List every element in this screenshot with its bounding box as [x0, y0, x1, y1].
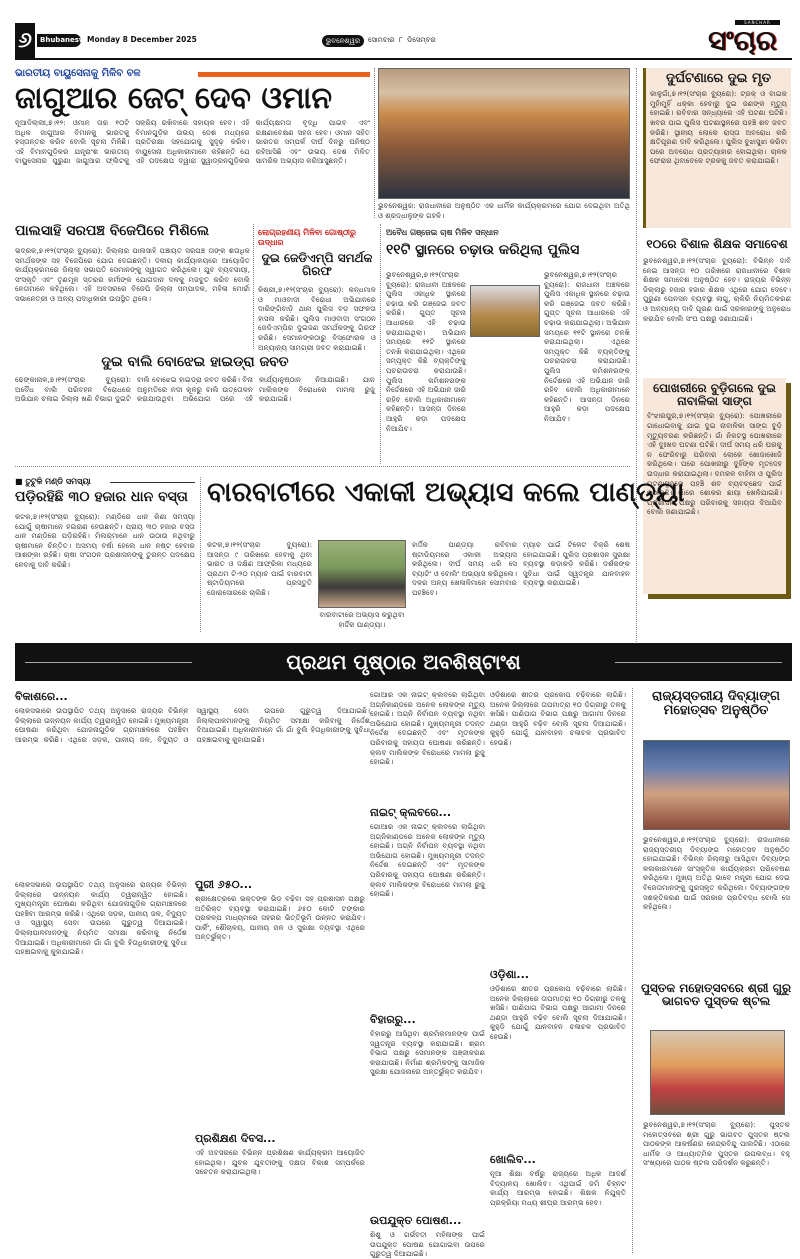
date-odia [368, 36, 436, 45]
divyang-headline: ରାଜ୍ୟସ୍ତରୀୟ ଦିବ୍ୟାଙ୍ଗ ମହୋତ୍ସବ ଅନୁଷ୍ଠିତ [652, 689, 780, 719]
pandya-photo [318, 540, 406, 608]
date-english: Monday 8 December 2025 [87, 35, 197, 44]
pandya-headline: ବାରବାଟୀରେ ଏକାକୀ ଅଭ୍ୟାସ କଲେ ପାଣ୍ଡ୍ୟା [207, 477, 685, 508]
date-num-odia: ୮ [399, 36, 403, 44]
month-odia: ଡିସେମ୍ବର [407, 36, 436, 44]
cont-body-training: ଏହି ଅବସରରେ ବିଭିନ୍ନ ପ୍ରଶିକ୍ଷଣ କାର୍ଯ୍ୟକ୍ରମ ଆୟୋଜିତ ହୋଇଥିଲା। ଯୁବକ ଯୁବତୀଙ୍କୁ ଦକ୍ଷତା ବିକାଶ ସମ୍ପର୍କରେ ସଚେତନ କରାଯାଇଥିଲା। [195, 1148, 365, 1177]
sub-puri: ପୁରୀ ୬୫୦... [195, 878, 253, 891]
cont-body-bihar: ବିହାରରୁ ଆସିଥିବା ଶ୍ରମିକମାନଙ୍କ ପାଇଁ ସ୍ୱତନ୍ତ୍ର ବ୍ୟବସ୍ଥା କରାଯାଇଛି। ଶ୍ରମ ବିଭାଗ ପକ୍ଷରୁ ସେମାନଙ୍କ ପଞ୍ଜୀକରଣ କରାଯାଉଛି। ନିର୍ମାଣ ଶ୍ରମିକଙ୍କୁ ସାମାଜିକ ସୁରକ୍ଷା ଯୋଜନାରେ ଅନ୍ତର୍ଭୁକ୍ତ କରାଯିବ। [370, 1029, 485, 1077]
sub-kholiba: ଖୋଲିବ... [490, 1153, 536, 1166]
paddy-kicker-text: ତୁଟୁଳି ମଣ୍ଡି ସମସ୍ୟା [25, 477, 91, 486]
palasahi-body: ଭଦ୍ରକ,୭।୧୨(ସଂଚାର ବ୍ୟୁରୋ): ଜିଲ୍ଲାର ପାଲସାହି ପଞ୍ଚାୟତ ସରପଞ୍ଚ ତାଙ୍କ ଶତାଧିକ ସମର୍ଥକଙ୍କ ସହ ବିଜେପିରେ ଯୋଗ ଦେଇଛନ୍ତି। ଦଳୀୟ କାର୍ଯ୍ୟାଳୟରେ ଆୟୋଜିତ କାର୍ଯ୍ୟକ୍ରମରେ ଜିଲ୍ଲା ସଭାପତି ସେମାନଙ୍କୁ ସ୍ୱାଗତ କରିଥିଲେ। ଯୁବ ବ୍ୟବସାୟୀ, ସଂସ୍କୃତି ଏବଂ ତୃଣମୂଳ ସ୍ତରର କର୍ମୀଙ୍କ ଯୋଗଦାନ ଦଳକୁ ମଜବୁତ କରିବ ବୋଲି ନେତାମାନେ କହିଥିଲେ। ଏହି ଅବସରରେ ବିଜେପି ଜିଲ୍ଲା ସମ୍ପାଦକ, ମହିଳା ମୋର୍ଚ୍ଚା ସଭାନେତ୍ରୀ ଓ ଅନ୍ୟ ପଦାଧିକାରୀ ଉପସ୍ଥିତ ଥିଲେ। [15, 246, 250, 303]
sub-nutrition: ଉପଯୁକ୍ତ ପୋଷଣ... [370, 1214, 462, 1227]
raid-kicker: ଅବୈଧ ଗଞ୍ଜେଇ ଚାଷ ମିଳିବ ସନ୍ଧାନ [386, 228, 499, 237]
teacher-rally-headline: ୧୦ରେ ବିଶାଳ ଶିକ୍ଷକ ସମାବେଶ [646, 237, 788, 251]
drowning-body: ବିଂଝାରପୁର,୭।୧୨(ସଂଚାର ବ୍ୟୁରୋ): ପୋଖରୀରେ ଗାଧୋଇବାକୁ ଯାଇ ଦୁଇ ନାବାଳିକା ସାଙ୍ଗ ବୁଡ଼ି ମୃତ୍ୟୁବରଣ କରିଛନ୍ତି। ଗାଁ ନିକଟସ୍ଥ ପୋଖରୀରେ ଏହି ଦୁଃଖଦ ଘଟଣା ଘଟିଛି। ଦୀର୍ଘ ସମୟ ଧରି ଘରକୁ ନ ଫେରିବାରୁ ପରିବାର ଲୋକେ ଖୋଜାଖୋଜି କରିଥିଲେ। ପରେ ପୋଖରୀରୁ ଦୁହିଁଙ୍କ ମୃତଦେହ ଉଦ୍ଧାର କରାଯାଇଥିଲା। ଦମକଳ ବାହିନୀ ଓ ପୁଲିସ ଘଟଣାସ୍ଥଳରେ ପହଞ୍ଚି ଶବ ବ୍ୟବଚ୍ଛେଦ ପାଇଁ ପଠାଇଛି। ଗାଁରେ ଶୋକର ଛାୟା ଖେଳିଯାଇଛି। ପ୍ରଶାସନ ପକ୍ଷରୁ ପରିବାରକୁ ସହାୟତା ଦିଆଯିବ ବୋଲି ଜଣାଯାଇଛି। [647, 411, 782, 517]
cont-body-nightclub: ଗୋଆର ଏକ ନାଇଟ୍ କ୍ଲବରେ ଲାଗିଥିବା ଅଗ୍ନିକାଣ୍ଡରେ ଅନେକ ଲୋକଙ୍କ ମୃତ୍ୟୁ ହୋଇଛି। ଅଗ୍ନି ନିର୍ବାପନ ବ୍ୟବସ୍ଥା ନଥିବା ଅଭିଯୋଗ ହୋଇଛି। ମୁଖ୍ୟମନ୍ତ୍ରୀ ତଦନ୍ତ ନିର୍ଦ୍ଦେଶ ଦେଇଛନ୍ତି ଏବଂ ମୃତକଙ୍କ ପରିବାରକୁ ସହାୟତା ଘୋଷଣା କରିଛନ୍ତି। କ୍ଲବ ମାଲିକଙ୍କ ବିରୋଧରେ ମାମଲା ରୁଜୁ ହୋଇଛି। [370, 822, 485, 899]
lead-headline: ଜାଗୁଆର ଜେଟ୍ ଦେବ ଓମାନ [15, 81, 333, 116]
sub-training: ପ୍ରଶିକ୍ଷଣ ଦିବସ... [195, 1132, 276, 1145]
book-fair-headline: ପୁସ୍ତକ ମହୋତ୍ସବରେ ଶ୍ରୀ ଗୁରୁ ଭାଗବତ ପୁସ୍ତକ ଷ୍ଟଲ [640, 981, 792, 1009]
city-odia-pill: ଭୁବନେଶ୍ୱର [322, 35, 364, 47]
divyang-photo [643, 740, 790, 830]
accident-box [643, 68, 791, 228]
cont-body-bikashare: ଲୋକସଭାରେ ଉପସ୍ଥାପିତ ତଥ୍ୟ ଅନୁସାରେ ରାଜ୍ୟର ବିଭିନ୍ନ ଜିଲ୍ଲାରେ ଉନ୍ନୟନ କାର୍ଯ୍ୟ ତ୍ୱରାନ୍ୱିତ ହୋଇଛି। ମୁଖ୍ୟମନ୍ତ୍ରୀ ଘୋଷଣା କରିଥିବା ଯୋଜନାଗୁଡ଼ିକ ଗ୍ରାମାଞ୍ଚଳରେ ପହଞ୍ଚିବା ଆରମ୍ଭ କରିଛି। ଏଥିରେ ସଡ଼କ, ପାନୀୟ ଜଳ, ବିଦ୍ୟୁତ ଓ ସ୍ୱାସ୍ଥ୍ୟ ସେବା ଉପରେ ଗୁରୁତ୍ୱ ଦିଆଯାଇଛି। ଜିଲ୍ଲାପାଳମାନଙ୍କୁ ନିୟମିତ ସମୀକ୍ଷା କରିବାକୁ ନିର୍ଦ୍ଦେଶ ଦିଆଯାଇଛି। ଅଧିକାରୀମାନେ ଗାଁ ଗାଁ ବୁଲି ହିତାଧିକାରୀଙ୍କୁ ସୁବିଧା ପହଞ୍ଚାଇବାକୁ କୁହାଯାଇଛି। [15, 706, 370, 744]
accident-body: କାଳୁଗାଁ,୭।୧୨(ସଂଚାର ବ୍ୟୁରୋ): ଟ୍ରକ୍ ଓ ବାଇକ ମୁହାଁମୁହିଁ ଧକ୍କା ହେବାରୁ ଦୁଇ ଜଣଙ୍କ ମୃତ୍ୟୁ ହୋଇଛି। ରବିବାର ସନ୍ଧ୍ୟାରେ ଏହି ଘଟଣା ଘଟିଛି। ଖବର ପାଇ ପୁଲିସ ଘଟଣାସ୍ଥଳରେ ପହଞ୍ଚି ଶବ ଜବତ କରିଛି। ସ୍ଥାନୀୟ ଲୋକେ ରାସ୍ତା ଅବରୋଧ କରି କ୍ଷତିପୂରଣ ଦାବି କରିଥିଲେ। ପୁଲିସ ବୁଝାସୁଝା କରିବା ପରେ ଅବରୋଧ ପ୍ରତ୍ୟାହାର ହୋଇଥିଲା। ଚାଳକ ଫେରାର ଥିବାବେଳେ ଟ୍ରକକୁ ଜବତ କରାଯାଇଛି। [650, 89, 787, 166]
sub-odisha: ଓଡ଼ିଶା... [490, 968, 529, 981]
newspaper-logo: SANCHAR ସଂଚାର [690, 20, 795, 58]
jdmp-body: କିଶ୍ରୀ,୭।୧୨(ସଂଚାର ବ୍ୟୁରୋ): କନ୍ଧମାଳ ଓ ମାଓବାଦୀ ବିରୋଧୀ ଅଭିଯାନରେ ଦାରିଙ୍ଗିବାଡ଼ି ଥାନା ପୁଲିସ ବଡ଼ ସଫଳତା ହାସଲ କରିଛି। ପୁଲିସ ମାଓବାଦୀ ସଂଗଠନ ଜେଡିଏମ୍‌ପିର ଦୁଇଜଣ ସମର୍ଥକଙ୍କୁ ଗିରଫ କରିଛି। ସେମାନଙ୍କଠାରୁ ବିସ୍ଫୋରକ ଓ ଅନ୍ୟାନ୍ୟ ସାମଗ୍ରୀ ଜବତ କରାଯାଇଛି। [258, 285, 376, 352]
sub-bihar: ବିହାରରୁ... [370, 1013, 416, 1026]
jdmp-headline: ଦୁଇ ଜେଡିଏମ୍‌ପି ସମର୍ଥକ ଗିରଫ [261, 251, 373, 279]
lead-kicker: ଭାରତୀୟ ବାୟୁସେନାକୁ ମିଳିବ ବଳ [15, 68, 141, 79]
cont-body-col3-top: ଗୋଆର ଏକ ନାଇଟ୍ କ୍ଲବରେ ଲାଗିଥିବା ଅଗ୍ନିକାଣ୍ଡରେ ଅନେକ ଲୋକଙ୍କ ମୃତ୍ୟୁ ହୋଇଛି। ଅଗ୍ନି ନିର୍ବାପନ ବ୍ୟବସ୍ଥା ନଥିବା ଅଭିଯୋଗ ହୋଇଛି। ମୁଖ୍ୟମନ୍ତ୍ରୀ ତଦନ୍ତ ନିର୍ଦ୍ଦେଶ ଦେଇଛନ୍ତି ଏବଂ ମୃତକଙ୍କ ପରିବାରକୁ ସହାୟତା ଘୋଷଣା କରିଛନ୍ତି। କ୍ଲବ ମାଲିକଙ୍କ ବିରୋଧରେ ମାମଲା ରୁଜୁ ହୋଇଛି। [370, 690, 485, 767]
paddy-kicker: ■ ତୁଟୁଳି ମଣ୍ଡି ସମସ୍ୟା [15, 477, 91, 486]
jdmp-kicker: ଲୋଗ୍ରହଣୀୟ ମିଳିବା ଗୋଷ୍ଠୀରୁ ଉଦ୍ଧାର [258, 228, 357, 247]
continued-banner [15, 643, 792, 681]
cont-body-kholiba: ନୂଆ ଶିକ୍ଷା ବର୍ଷରୁ ରାଜ୍ୟରେ ଅଧିକ ଆଦର୍ଶ ବିଦ୍ୟାଳୟ ଖୋଲିବ। ଏଥିପାଇଁ ଜମି ଚିହ୍ନଟ କାର୍ଯ୍ୟ ଆରମ୍ଭ ହୋଇଛି। ଶିକ୍ଷକ ନିଯୁକ୍ତି ପ୍ରକ୍ରିୟା ମଧ୍ୟ ଶୀଘ୍ର ଆରମ୍ଭ ହେବ। [490, 1169, 626, 1207]
sub-nightclub: ନାଇଟ୍ କ୍ଲବରେ... [370, 806, 452, 819]
lead-photo-caption: ଭୁବନେଶ୍ୱର: ରାଜଧାନୀରେ ଅନୁଷ୍ଠିତ ଏକ ଧାର୍ମିକ କାର୍ଯ୍ୟକ୍ରମରେ ଯୋଗ ଦେଇଥିବା ଅତିଥି ଓ ଶ୍ରଦ୍ଧାଳୁଙ୍କ ଗହଳି। [378, 201, 630, 220]
cont-body-nutrition: ଶିଶୁ ଓ ଗର୍ଭବତୀ ମହିଳାଙ୍କ ପାଇଁ ଉପଯୁକ୍ତ ପୋଷଣ ଯୋଗାଇବା ଉପରେ ଗୁରୁତ୍ୱ ଦିଆଯାଇଛି। [370, 1230, 485, 1259]
cont-body-puri: ଶ୍ରୀକ୍ଷେତ୍ରରେ ଭକ୍ତଙ୍କ ଭିଡ଼ ବଢ଼ିବା ସହ ପ୍ରଶାସନ ପକ୍ଷରୁ ଅତିରିକ୍ତ ବ୍ୟବସ୍ଥା କରାଯାଇଛି। ୬୫୦ କୋଟି ଟଙ୍କାର ପ୍ରକଳ୍ପ ମାଧ୍ୟମରେ ସହରର ଭିତ୍ତିଭୂମି ଉନ୍ନତ କରାଯିବ। ପାର୍କିଂ, ଶୌଚାଳୟ, ପାନୀୟ ଜଳ ଓ ସୁରକ୍ଷା ବ୍ୟବସ୍ଥା ଏଥିରେ ଅନ୍ତର୍ଭୁକ୍ତ। [195, 894, 365, 942]
page-number: ୬ [15, 23, 35, 59]
drowning-headline: ପୋଖରୀରେ ବୁଡ଼ିଗଲେ ଦୁଇ ନାବାଳିକା ସାଙ୍ଗ [653, 381, 776, 409]
cont-body-left-lower: ଲୋକସଭାରେ ଉପସ୍ଥାପିତ ତଥ୍ୟ ଅନୁସାରେ ରାଜ୍ୟର ବିଭିନ୍ନ ଜିଲ୍ଲାରେ ଉନ୍ନୟନ କାର୍ଯ୍ୟ ତ୍ୱରାନ୍ୱିତ ହୋଇଛି। ମୁଖ୍ୟମନ୍ତ୍ରୀ ଘୋଷଣା କରିଥିବା ଯୋଜନାଗୁଡ଼ିକ ଗ୍ରାମାଞ୍ଚଳରେ ପହଞ୍ଚିବା ଆରମ୍ଭ କରିଛି। ଏଥିରେ ସଡ଼କ, ପାନୀୟ ଜଳ, ବିଦ୍ୟୁତ ଓ ସ୍ୱାସ୍ଥ୍ୟ ସେବା ଉପରେ ଗୁରୁତ୍ୱ ଦିଆଯାଇଛି। ଜିଲ୍ଲାପାଳମାନଙ୍କୁ ନିୟମିତ ସମୀକ୍ଷା କରିବାକୁ ନିର୍ଦ୍ଦେଶ ଦିଆଯାଇଛି। ଅଧିକାରୀମାନେ ଗାଁ ଗାଁ ବୁଲି ହିତାଧିକାରୀଙ୍କୁ ସୁବିଧା ପହଞ୍ଚାଇବାକୁ କୁହାଯାଇଛି। [15, 880, 187, 957]
raid-body-left: ଭୁବନେଶ୍ୱର,୭।୧୨(ସଂଚାର ବ୍ୟୁରୋ): ରାଜଧାନୀ ଅଞ୍ଚଳରେ ପୁଲିସ ଏକାଧିକ ସ୍ଥାନରେ ଚଢ଼ାଉ କରି ଗଞ୍ଜେଇ ଜବତ କରିଛି। ଗୁପ୍ତ ସୂଚନା ଆଧାରରେ ଏହି ଚଢ଼ାଉ କରାଯାଇଥିଲା। ଅଭିଯାନ ସମୟରେ ୧୧ଟି ସ୍ଥାନରେ ତନଖି କରାଯାଇଥିଲା। ଏଥିରେ ସମ୍ପୃକ୍ତ କିଛି ବ୍ୟକ୍ତିଙ୍କୁ ପଚରାଉଚରା କରାଯାଉଛି। ପୁଲିସ କମିଶନରଙ୍କ ନିର୍ଦ୍ଦେଶରେ ଏହି ଅଭିଯାନ ଜାରି ରହିବ ବୋଲି ଅଧିକାରୀମାନେ କହିଛନ୍ତି। ଆସନ୍ତା ଦିନରେ ଆହୁରି କଡ଼ା ପଦକ୍ଷେପ ନିଆଯିବ। [386, 270, 466, 433]
pandya-body-1: କଟକ,୭।୧୨(ସଂଚାର ବ୍ୟୁରୋ): ଆସନ୍ତା ୯ ତାରିଖରେ ହେବାକୁ ଥିବା ଭାରତ ଓ ଦକ୍ଷିଣ ଆଫ୍ରିକା ମଧ୍ୟରେ ପ୍ରଥମ ଟି-୨୦ ମ୍ୟାଚ ପାଇଁ ବାରବାଟୀ ଷ୍ଟାଡିୟମରେ ପ୍ରସ୍ତୁତି ଜୋରସୋରରେ ଚାଲିଛି। [207, 540, 312, 597]
pandya-body-3: ମ୍ୟାଚ ପାଇଁ ଟିକେଟ ବିକ୍ରି ଶେଷ ହୋଇଯାଇଛି। ପୁଲିସ ପ୍ରଶାସନ ସୁରକ୍ଷା ବ୍ୟବସ୍ଥା କଡ଼ାକଡ଼ି କରିଛି। ଦର୍ଶକଙ୍କ ସୁବିଧା ପାଇଁ ସ୍ୱତନ୍ତ୍ର ଯାନବାହନ ବ୍ୟବସ୍ଥା କରାଯାଇଛି। [523, 540, 630, 588]
teacher-rally-body: ଭୁବନେଶ୍ୱର,୭।୧୨(ସଂଚାର ବ୍ୟୁରୋ): ବିଭିନ୍ନ ଦାବି ନେଇ ଆସନ୍ତା ୧୦ ତାରିଖରେ ରାଜଧାନୀରେ ବିଶାଳ ଶିକ୍ଷକ ସମାବେଶ ଅନୁଷ୍ଠିତ ହେବ। ରାଜ୍ୟର ବିଭିନ୍ନ ଜିଲ୍ଲାରୁ ହଜାର ହଜାର ଶିକ୍ଷକ ଏଥିରେ ଯୋଗ ଦେବେ। ପୁରୁଣା ପେନସନ ବ୍ୟବସ୍ଥା ଲାଗୁ, ଚାକିରି ନିୟମିତକରଣ ଓ ଅନ୍ୟାନ୍ୟ ଦାବି ପୂରଣ ପାଇଁ ସରକାରଙ୍କୁ ଅନୁରୋଧ କରାଯିବ ବୋଲି ସଂଘ ପକ୍ଷରୁ ଜଣାଯାଇଛି। [643, 256, 791, 323]
pandya-photo-caption: ବାରବାଟୀରେ ଅଭ୍ୟାସ କରୁଥିବା ହାର୍ଦ୍ଦିକ ପାଣ୍ଡ୍ୟା। [319, 610, 405, 629]
hydra-body: ଢେଙ୍କାନାଳ,୭।୧୨(ସଂଚାର ବ୍ୟୁରୋ): ଅବୈଧ ବାଲି ପରିବହନ ବିରୋଧରେ ଅଭିଯାନ ଚଳାଇ ଜିଲ୍ଲା ଖଣି ବିଭାଗ ଦୁଇଟି ବାଲି ବୋଝେଇ ହାଇଡ୍ରା ଜବତ କରିଛି। ବିନା ଅନୁମତିରେ ନଦୀ କୂଳରୁ ବାଲି ଉତ୍ତୋଳନ କରାଯାଉଥିବା ଅଭିଯୋଗ ପରେ ଏହି କାର୍ଯ୍ୟାନୁଷ୍ଠାନ ନିଆଯାଇଛି। ଯାନ ମାଲିକଙ୍କ ବିରୋଧରେ ମାମଲା ରୁଜୁ କରାଯାଇଛି। [15, 375, 375, 404]
paddy-body: କଟକ,୭।୧୨(ସଂଚାର ବ୍ୟୁରୋ): ମଣ୍ଡିରେ ଧାନ କିଣା ସମସ୍ୟା ଯୋଗୁଁ ଚାଷୀମାନେ ହଇରାଣ ହେଉଛନ୍ତି। ପ୍ରାୟ ୩୦ ହଜାର ବସ୍ତା ଧାନ ମଣ୍ଡିରେ ପଡ଼ିରହିଛି। ମିଲର୍‌ମାନେ ଧାନ ଉଠାଉ ନଥିବାରୁ ଚାଷୀମାନେ ଚିନ୍ତିତ। ଅସମୟ ବର୍ଷା ହେଲେ ଧାନ ନଷ୍ଟ ହେବାର ଆଶଙ୍କା ରହିଛି। ଚାଷୀ ସଂଗଠନ ପ୍ରଶାସନଙ୍କୁ ତୁରନ୍ତ ପଦକ୍ଷେପ ନେବାକୁ ଦାବି କରିଛି। [15, 512, 195, 569]
divyang-body: ଭୁବନେଶ୍ୱର,୭।୧୨(ସଂଚାର ବ୍ୟୁରୋ): ରାଜଧାନୀରେ ରାଜ୍ୟସ୍ତରୀୟ ଦିବ୍ୟାଙ୍ଗ ମହୋତ୍ସବ ଅନୁଷ୍ଠିତ ହୋଇଯାଇଛି। ବିଭିନ୍ନ ଜିଲ୍ଲାରୁ ଆସିଥିବା ଦିବ୍ୟାଙ୍ଗ କଳାକାରମାନେ ସାଂସ୍କୃତିକ କାର୍ଯ୍ୟକ୍ରମ ପରିବେଷଣ କରିଥିଲେ। ମୁଖ୍ୟ ଅତିଥି ଭାବେ ମନ୍ତ୍ରୀ ଯୋଗ ଦେଇ ବିଜେତାମାନଙ୍କୁ ପୁରସ୍କୃତ କରିଥିଲେ। ଦିବ୍ୟାଙ୍ଗଙ୍କ ସଶକ୍ତିକରଣ ପାଇଁ ସରକାର ପ୍ରତିବଦ୍ଧ ବୋଲି ସେ କହିଥିଲେ। [643, 835, 790, 912]
banner-title: ପ୍ରଥମ ପୃଷ୍ଠାର ଅବଶିଷ୍ଟାଂଶ [286, 650, 521, 674]
raid-body-right: ଭୁବନେଶ୍ୱର,୭।୧୨(ସଂଚାର ବ୍ୟୁରୋ): ରାଜଧାନୀ ଅଞ୍ଚଳରେ ପୁଲିସ ଏକାଧିକ ସ୍ଥାନରେ ଚଢ଼ାଉ କରି ଗଞ୍ଜେଇ ଜବତ କରିଛି। ଗୁପ୍ତ ସୂଚନା ଆଧାରରେ ଏହି ଚଢ଼ାଉ କରାଯାଇଥିଲା। ଅଭିଯାନ ସମୟରେ ୧୧ଟି ସ୍ଥାନରେ ତନଖି କରାଯାଇଥିଲା। ଏଥିରେ ସମ୍ପୃକ୍ତ କିଛି ବ୍ୟକ୍ତିଙ୍କୁ ପଚରାଉଚରା କରାଯାଉଛି। ପୁଲିସ କମିଶନରଙ୍କ ନିର୍ଦ୍ଦେଶରେ ଏହି ଅଭିଯାନ ଜାରି ରହିବ ବୋଲି ଅଧିକାରୀମାନେ କହିଛନ୍ତି। ଆସନ୍ତା ଦିନରେ ଆହୁରି କଡ଼ା ପଦକ୍ଷେପ ନିଆଯିବ। [544, 270, 630, 423]
police-officer-photo [470, 285, 540, 337]
lead-photo [378, 68, 630, 199]
palasahi-headline: ପାଲସାହି ସରପଞ୍ଚ ବିଜେପିରେ ମିଶିଲେ [15, 223, 210, 239]
raid-headline: ୧୧ଟି ସ୍ଥାନରେ ଚଢ଼ାଉ କରିଥିଲା ପୁଲିସ [386, 242, 580, 258]
cont-body-odisha: ଓଡ଼ିଶାରେ ଶୀତର ପ୍ରକୋପ ବଢ଼ିବାରେ ଲାଗିଛି। ଅନେକ ଜିଲ୍ଲାରେ ତାପମାତ୍ରା ୧୦ ଡିଗ୍ରୀରୁ ତଳକୁ ଖସିଛି। ପାଣିପାଗ ବିଭାଗ ପକ୍ଷରୁ ଆଗାମୀ ଦିନରେ ଥଣ୍ଡା ଆହୁରି ବଢ଼ିବ ବୋଲି ସୂଚନା ଦିଆଯାଇଛି। କୁହୁଡ଼ି ଯୋଗୁଁ ଯାନବାହନ ଚଳାଚଳ ପ୍ରଭାବିତ ହେଉଛି। [490, 984, 626, 1041]
kicker-bar [198, 72, 370, 77]
pandya-body-2: ହାର୍ଦ୍ଦିକ ପାଣ୍ଡ୍ୟା ରବିବାର ଷ୍ଟାଡିୟମରେ ଏକାକୀ ଅଭ୍ୟାସ କରିଥିଲେ। ଦୀର୍ଘ ସମୟ ଧରି ସେ ବ୍ୟାଟିଂ ଓ ବୋଲିଂ ଅଭ୍ୟାସ କରିଥିଲେ। ଦଳର ଅନ୍ୟ ଖେଳାଳିମାନେ ସୋମବାର ପହଞ୍ଚିବେ। [412, 540, 517, 597]
header-rule [15, 58, 792, 60]
sub-bikashare: ବିକାଶରେ... [15, 690, 68, 703]
paddy-headline: ପଡ଼ିରହିଛି ୩୦ ହଜାର ଧାନ ବସ୍ତା [15, 489, 188, 505]
book-fair-body: ଭୁବନେଶ୍ୱର,୭।୧୨(ସଂଚାର ବ୍ୟୁରୋ): ପୁସ୍ତକ ମହୋତ୍ସବରେ ଶ୍ରୀ ଗୁରୁ ଭାଗବତ ପୁସ୍ତକ ଷ୍ଟଲ ପାଠକଙ୍କ ଆକର୍ଷଣର କେନ୍ଦ୍ରବିନ୍ଦୁ ପାଲଟିଛି। ଏଠାରେ ଧାର୍ମିକ ଓ ଆଧ୍ୟାତ୍ମିକ ପୁସ୍ତକ ଉପଲବ୍ଧ। ବହୁ ସଂଖ୍ୟାରେ ପାଠକ ଷ୍ଟଲ ପରିଦର୍ଶନ କରୁଛନ୍ତି। [643, 1120, 790, 1168]
hydra-headline: ଦୁଇ ବାଲି ବୋଝେଇ ହାଇଡ୍ରା ଜବତ [101, 354, 289, 370]
book-stall-photo [650, 1030, 785, 1115]
cont-body-col4-top: ଓଡ଼ିଶାରେ ଶୀତର ପ୍ରକୋପ ବଢ଼ିବାରେ ଲାଗିଛି। ଅନେକ ଜିଲ୍ଲାରେ ତାପମାତ୍ରା ୧୦ ଡିଗ୍ରୀରୁ ତଳକୁ ଖସିଛି। ପାଣିପାଗ ବିଭାଗ ପକ୍ଷରୁ ଆଗାମୀ ଦିନରେ ଥଣ୍ଡା ଆହୁରି ବଢ଼ିବ ବୋଲି ସୂଚନା ଦିଆଯାଇଛି। କୁହୁଡ଼ି ଯୋଗୁଁ ଯାନବାହନ ଚଳାଚଳ ପ୍ରଭାବିତ ହେଉଛି। [490, 690, 626, 747]
lead-body: ନୂଆଦିଲ୍ଲୀ,୭।୧୨: ଓମାନ ତାର ୧୦ଟି ଅଧିକ ଜାଗୁଆର ବିମାନକୁ ଭାରତକୁ ହସ୍ତାନ୍ତର କରିବ ବୋଲି ସୂଚନା ମିଳିଛି। ଏହି ବିମାନଗୁଡ଼ିକର ଯନ୍ତ୍ରାଂଶ ଭାରତୀୟ ବାୟୁସେନାର ପୁରୁଣା ଜାଗୁଆର ଫ୍ଲିଟକୁ ସକ୍ରିୟ ରଖିବାରେ ସହାୟକ ହେବ। ଏହି ବିମାନଗୁଡ଼ିକ ଉଭୟ ଦେଶ ମଧ୍ୟରେ ପ୍ରତିରକ୍ଷା ସହଯୋଗକୁ ସୁଦୃଢ଼ କରିବ। ବାୟୁସେନା ଅଧିକାରୀମାନେ କହିଛନ୍ତି ଯେ ଏହି ପଦକ୍ଷେପ ଦ୍ୱାରା ସ୍କ୍ୱାଡ୍ରନଗୁଡ଼ିକର କାର୍ଯ୍ୟକ୍ଷମତା ବୃଦ୍ଧି ପାଇବ ଏବଂ ରକ୍ଷଣାବେକ୍ଷଣ ସହଜ ହେବ। ଓମାନ ସହିତ ଭାରତର ସମ୍ପର୍କ ଦୀର୍ଘ ଦିନରୁ ଘନିଷ୍ଠ ରହିଆସିଛି ଏବଂ ଉଭୟ ଦେଶ ମିଳିତ ସାମରିକ ଅଭ୍ୟାସ କରିଆସୁଛନ୍ତି। [15, 118, 370, 166]
edition-pill: Bhubaneswar [37, 34, 81, 47]
day-odia: ସୋମବାର [368, 36, 395, 44]
accident-headline: ଦୁର୍ଘଟଣାରେ ଦୁଇ ମୃତ [666, 71, 771, 86]
